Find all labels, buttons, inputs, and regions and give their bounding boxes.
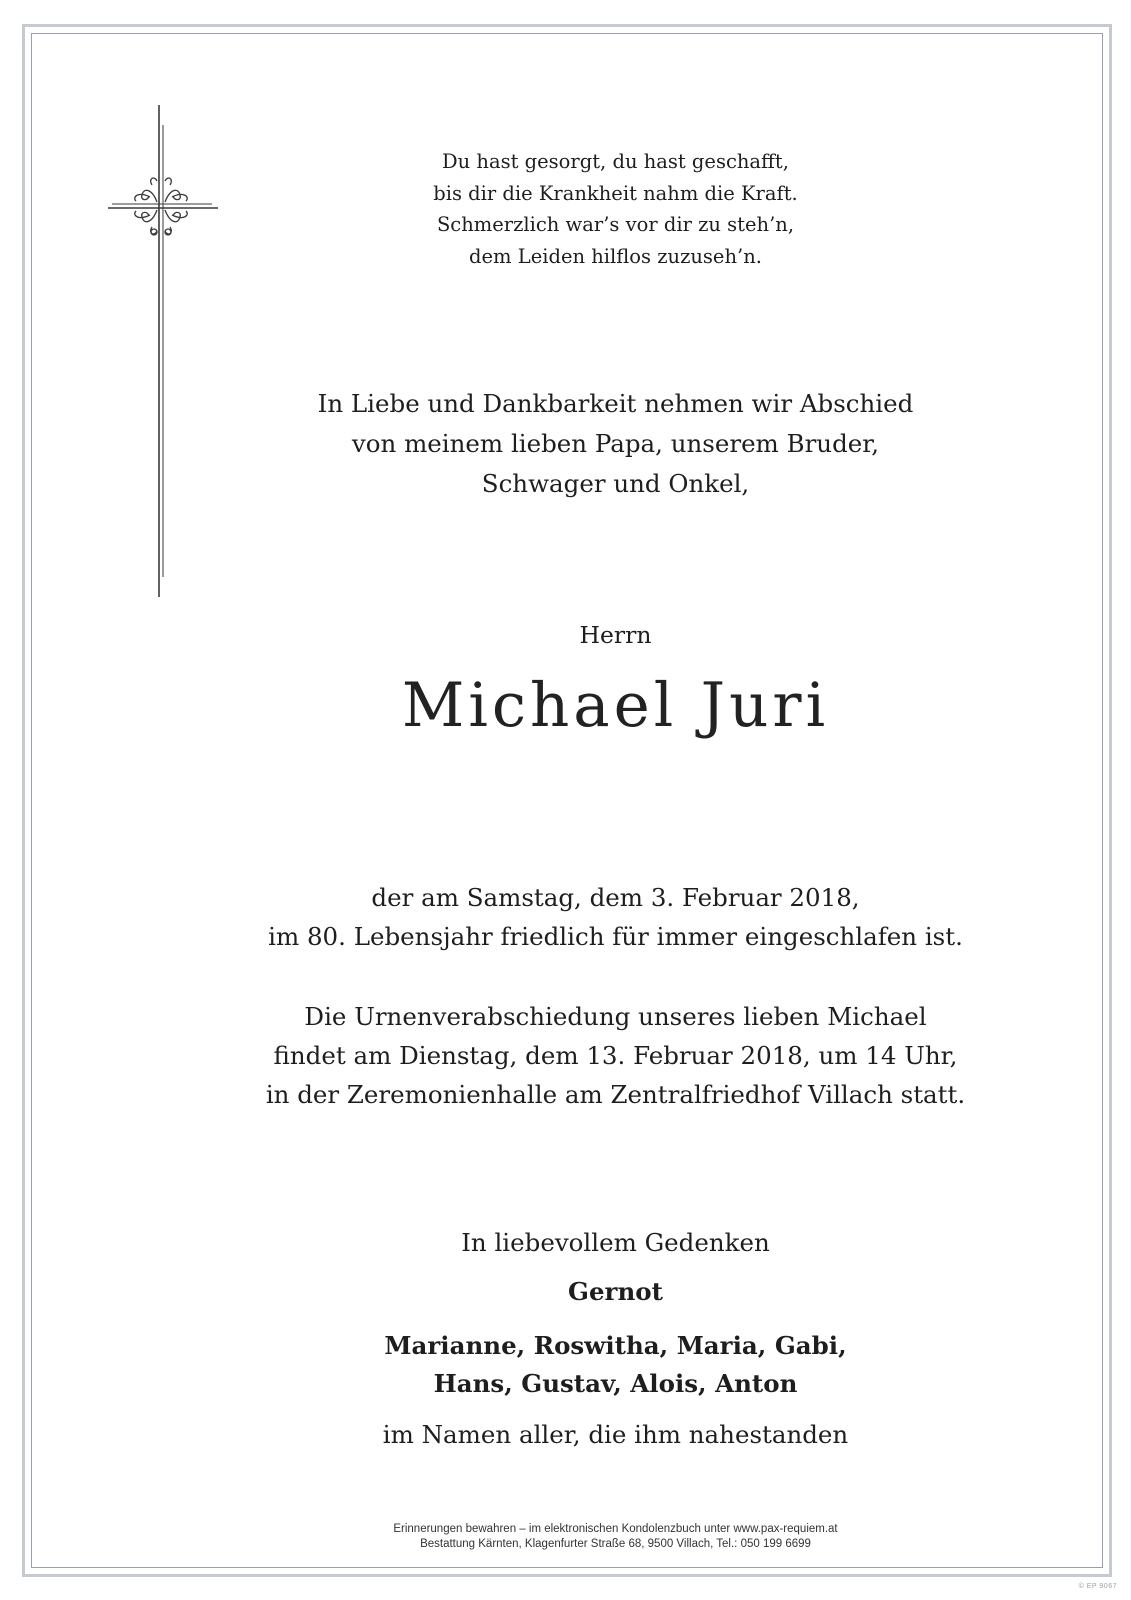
footer-info bbox=[50, 1522, 1131, 1552]
death-notice bbox=[50, 878, 1131, 956]
poem-verse bbox=[50, 146, 1131, 272]
mourner-son: Gernot bbox=[568, 1277, 663, 1306]
poem-line: Schmerzlich war’s vor dir zu steh’n, bbox=[436, 213, 795, 236]
ceremony-info bbox=[50, 997, 1131, 1114]
farewell-intro bbox=[50, 384, 1131, 504]
deceased-name: Michael Juri bbox=[401, 670, 830, 741]
ceremony-line: in der Zeremonienhalle am Zentralfriedhof Villach statt. bbox=[265, 1080, 966, 1109]
ceremony-line: Die Urnenverabschiedung unseres lieben Michael bbox=[304, 1002, 927, 1031]
salutation: Herrn bbox=[579, 621, 652, 649]
footer-address: Bestattung Kärnten, Klagenfurter Straße 68, 9500 Villach, Tel.: 050 199 6699 bbox=[420, 1538, 811, 1550]
death-notice-line: im 80. Lebensjahr friedlich für immer eingeschlafen ist. bbox=[268, 922, 963, 951]
intro-line: In Liebe und Dankbarkeit nehmen wir Abschied bbox=[317, 389, 914, 418]
mourner-relatives bbox=[50, 1327, 1131, 1403]
relatives-line: Marianne, Roswitha, Maria, Gabi, bbox=[384, 1331, 847, 1360]
poem-line: Du hast gesorgt, du hast geschafft, bbox=[442, 150, 789, 173]
product-code: © EP 9067 bbox=[1078, 1583, 1117, 1590]
intro-line: von meinem lieben Papa, unserem Bruder, bbox=[351, 429, 880, 458]
intro-line: Schwager und Onkel, bbox=[481, 469, 750, 498]
relatives-line: Hans, Gustav, Alois, Anton bbox=[433, 1369, 798, 1398]
death-notice-line: der am Samstag, dem 3. Februar 2018, bbox=[371, 883, 860, 912]
closing-line: im Namen aller, die ihm nahestanden bbox=[382, 1420, 849, 1449]
poem-line: bis dir die Krankheit nahm die Kraft. bbox=[433, 181, 798, 205]
poem-line: dem Leiden hilflos zuzuseh’n. bbox=[469, 244, 762, 268]
ceremony-line: findet am Dienstag, dem 13. Februar 2018, um 14 Uhr, bbox=[273, 1041, 958, 1070]
footer-condolence-link[interactable]: Erinnerungen bewahren – im elektronischen Kondolenzbuch unter www.pax-requiem.at bbox=[393, 1523, 838, 1535]
memory-line: In liebevollem Gedenken bbox=[461, 1228, 770, 1257]
